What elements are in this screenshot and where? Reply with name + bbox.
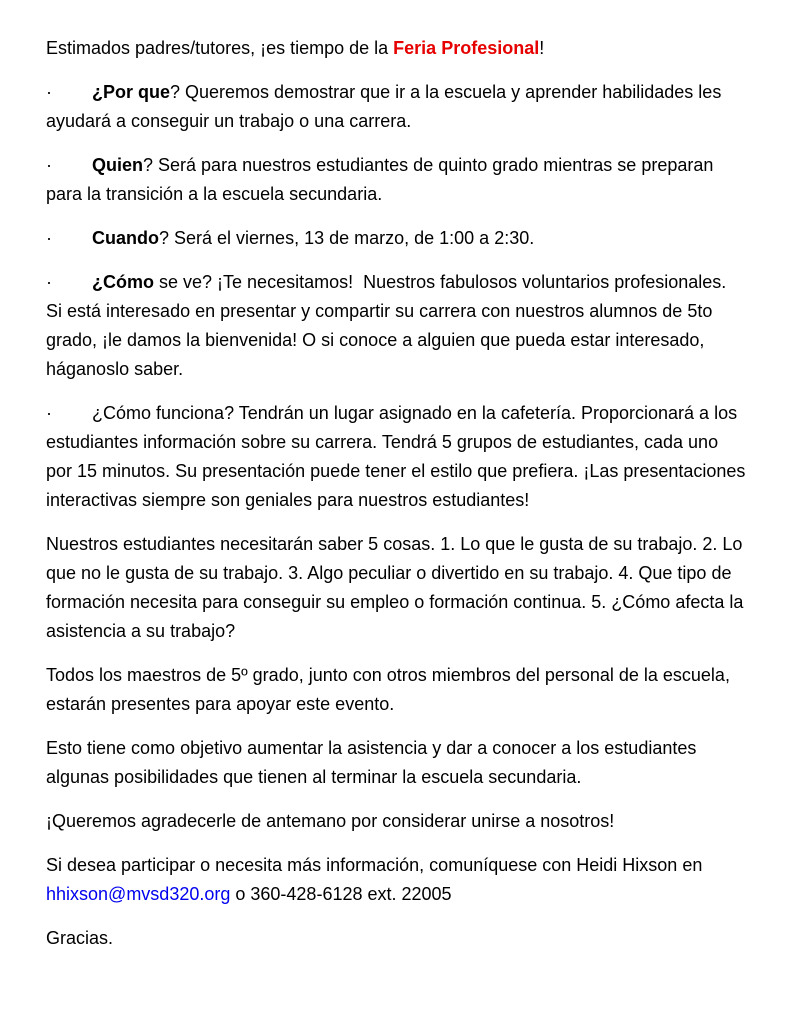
paragraph: [46, 851, 746, 909]
bullet-dot: ·: [46, 403, 52, 423]
paragraph: [46, 530, 749, 646]
text-run: Esto tiene como objetivo aumentar la asistencia y dar a conocer a los estudiantes algunas posibilidades que tienen al terminar la escuela secundaria.: [46, 738, 702, 787]
text-run: ¿Cómo funciona? Tendrán un lugar asignado en la cafetería. Proporcionará a los estudiantes información sobre su carrera. Tendrá 5 grupos de estudiantes, cada uno por 15 minutos. Su presentación puede tener el estilo que prefiera. ¡Las presentaciones interactivas siempre son geniales para nuestros estudiantes!: [46, 403, 751, 510]
text-run: ? Será el viernes, 13 de marzo, de 1:00 a 2:30.: [159, 228, 535, 248]
text-run: Gracias.: [46, 928, 114, 948]
bold-lead-text: ¿Cómo: [92, 272, 154, 292]
paragraph: [46, 924, 746, 953]
text-run: Todos los maestros de 5º grado, junto con otros miembros del personal de la escuela, estarán presentes para apoyar este evento.: [46, 665, 735, 714]
paragraph: [46, 734, 746, 792]
bullet-paragraph: [46, 151, 746, 209]
text-run: Nuestros estudiantes necesitarán saber 5 cosas. 1. Lo que le gusta de su trabajo. 2. Lo que no le gusta de su trabajo. 3. Algo peculiar o divertido en su trabajo. 4. Que tipo de formación necesita para conseguir su empleo o formación continua. 5. ¿Cómo afecta la asistencia a su trabajo?: [46, 534, 749, 641]
bullet-dot: ·: [46, 228, 52, 248]
paragraph: [46, 807, 746, 836]
bullet-paragraph: [46, 399, 751, 515]
text-run: o 360-428-6128 ext. 22005: [230, 884, 452, 904]
bullet-dot: ·: [46, 272, 52, 292]
text-run: Si desea participar o necesita más información, comuníquese con Heidi Hixson en: [46, 855, 708, 875]
bullet-paragraph: [46, 224, 746, 253]
bullet-paragraph: [46, 78, 746, 136]
paragraph: [46, 661, 746, 719]
text-run: se ve? ¡Te necesitamos! Nuestros fabulosos voluntarios profesionales. Si está interesado en presentar y compartir su carrera con nuestros alumnos de 5to grado, ¡le damos la bienvenida! O si conoce a alguien que pueda estar interesado, háganoslo saber.: [46, 272, 732, 379]
bullet-paragraph: [46, 268, 746, 384]
bold-lead-text: Cuando: [92, 228, 159, 248]
text-run: ? Será para nuestros estudiantes de quinto grado mientras se preparan para la transición a la escuela secundaria.: [46, 155, 719, 204]
letter-body: [46, 34, 751, 953]
text-run: ? Queremos demostrar que ir a la escuela y aprender habilidades les ayudará a conseguir un trabajo o una carrera.: [46, 82, 727, 131]
bold-lead-text: Quien: [92, 155, 144, 175]
bullet-dot: ·: [46, 82, 52, 102]
highlighted-title-text: Feria Profesional: [393, 38, 540, 58]
email-link[interactable]: hhixson@mvsd320.org: [46, 884, 231, 904]
text-run: Estimados padres/tutores, ¡es tiempo de la: [46, 38, 394, 58]
paragraph: [46, 34, 746, 63]
bold-lead-text: ¿Por que: [92, 82, 171, 102]
text-run: ¡Queremos agradecerle de antemano por considerar unirse a nosotros!: [46, 811, 615, 831]
text-run: !: [539, 38, 545, 58]
bullet-dot: ·: [46, 155, 52, 175]
